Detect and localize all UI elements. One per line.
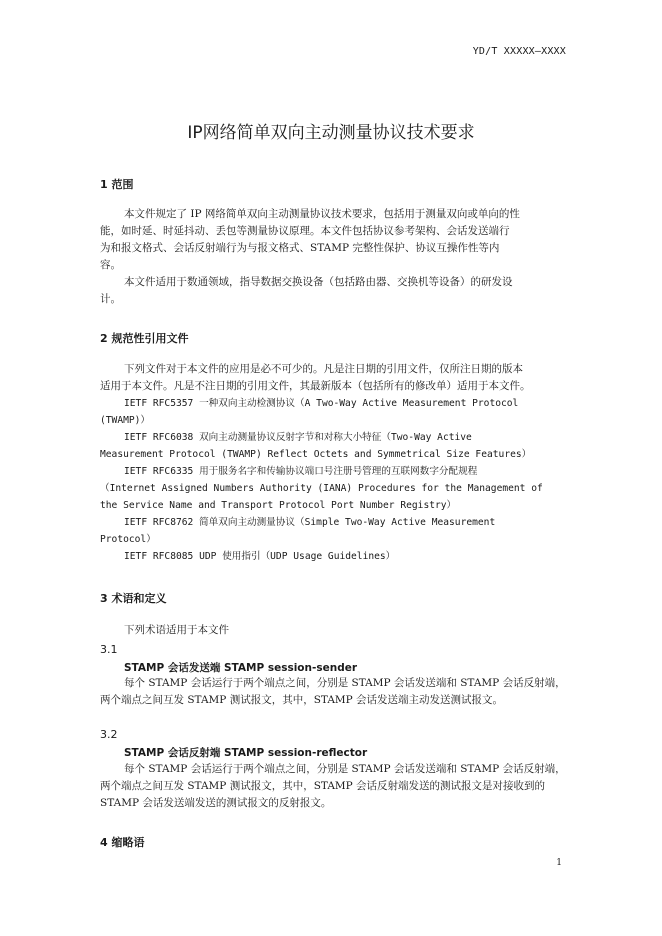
text-line: 本文件适用于数通领域，指导数据交换设备（包括路由器、交换机等设备）的研发设	[124, 276, 513, 288]
section-1-heading: 1 范围	[100, 178, 134, 191]
text-line: 适用于本文件。凡是不注日期的引用文件，其最新版本（包括所有的修改单）适用于本文件。	[100, 380, 531, 392]
text-line: STAMP 会话发送端发送的测试报文的反射报文。	[100, 797, 332, 809]
section-2-body	[100, 361, 568, 565]
reference-line: IETF RFC8085 UDP 使用指引（UDP Usage Guidelines）	[124, 551, 396, 562]
section-3-intro	[100, 622, 568, 639]
term-3-2-number: 3.2	[100, 728, 118, 741]
page-number: 1	[556, 858, 562, 868]
section-2-heading: 2 规范性引用文件	[100, 332, 189, 345]
term-3-2-body	[100, 761, 568, 812]
text-line: 每个 STAMP 会话运行于两个端点之间，分别是 STAMP 会话发送端和 STAMP 会话反射端，	[124, 677, 566, 689]
text-line: 本文件规定了 IP 网络简单双向主动测量协议技术要求，包括用于测量双向或单向的性	[124, 208, 520, 220]
text-line: 两个端点之间互发 STAMP 测试报文，其中，STAMP 会话反射端发送的测试报文是对接收到的	[100, 780, 546, 792]
text-line: 下列文件对于本文件的应用是必不可少的。凡是注日期的引用文件，仅所注日期的版本	[124, 363, 523, 375]
reference-line: (TWAMP)）	[100, 415, 151, 426]
reference-line: the Service Name and Transport Protocol Port Number Registry）	[100, 500, 457, 511]
text-line: 每个 STAMP 会话运行于两个端点之间，分别是 STAMP 会话发送端和 STAMP 会话反射端，	[124, 763, 566, 775]
text-line: 下列术语适用于本文件	[124, 624, 229, 636]
term-3-1-body	[100, 675, 568, 709]
reference-line: IETF RFC5357 一种双向主动检测协议（A Two-Way Active Measurement Protocol	[124, 398, 519, 409]
reference-line: IETF RFC8762 简单双向主动测量协议（Simple Two-Way Active Measurement	[124, 517, 496, 528]
text-line: 容。	[100, 259, 121, 271]
reference-line: IETF RFC6335 用于服务名字和传输协议端口号注册号管理的互联网数字分配规程	[124, 466, 478, 477]
reference-line: Measurement Protocol (TWAMP) Reflect Octets and Symmetrical Size Features）	[100, 449, 532, 460]
reference-line: （Internet Assigned Numbers Authority (IANA) Procedures for the Management of	[100, 483, 543, 494]
text-line: 两个端点之间互发 STAMP 测试报文，其中，STAMP 会话发送端主动发送测试报文。	[100, 694, 504, 706]
term-3-2-title: STAMP 会话反射端 STAMP session-reflector	[124, 747, 368, 759]
term-3-1-number: 3.1	[100, 643, 118, 656]
text-line: 能，如时延、时延抖动、丢包等测量协议原理。本文件包括协议参考架构、会话发送端行	[100, 225, 510, 237]
section-1-body	[100, 206, 568, 308]
reference-line: IETF RFC6038 双向主动测量协议反射字节和对称大小特征（Two-Way Active	[124, 432, 472, 443]
section-3-heading: 3 术语和定义	[100, 592, 167, 605]
term-3-1-title: STAMP 会话发送端 STAMP session-sender	[124, 662, 358, 674]
section-4-heading: 4 缩略语	[100, 836, 145, 849]
text-line: 为和报文格式、会话反射端行为与报文格式、STAMP 完整性保护、协议互操作性等内	[100, 242, 500, 254]
reference-line: Protocol）	[100, 534, 156, 545]
document-code: YD/T XXXXX—XXXX	[472, 46, 566, 57]
document-title: IP网络简单双向主动测量协议技术要求	[187, 123, 475, 143]
text-line: 计。	[100, 293, 121, 305]
